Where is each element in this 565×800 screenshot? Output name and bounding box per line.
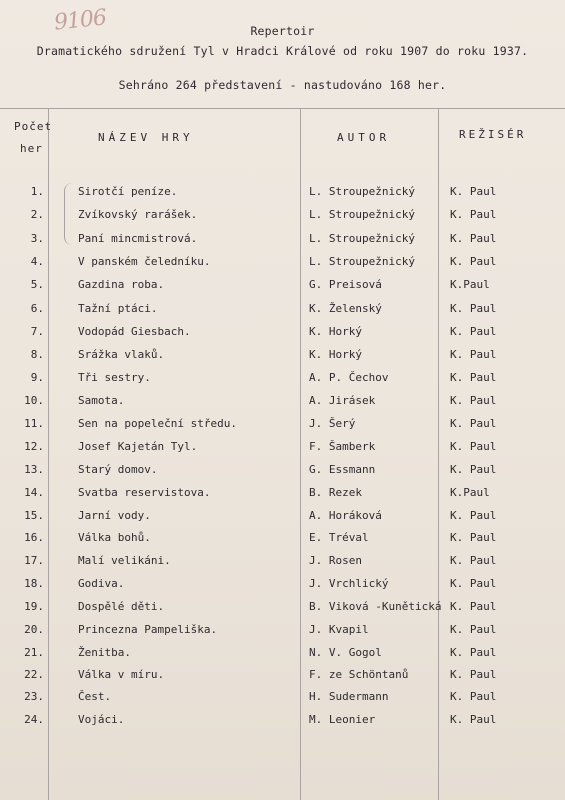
play-director: K. Paul: [450, 208, 497, 221]
play-director: K. Paul: [450, 713, 497, 726]
row-number: 6.: [30, 302, 44, 315]
play-title: Dospělé děti.: [78, 600, 165, 613]
play-author: L. Stroupežnický: [309, 232, 415, 245]
table-row: [0, 278, 565, 298]
row-number: 7.: [30, 325, 44, 338]
row-number: 24.: [24, 713, 44, 726]
play-director: K. Paul: [450, 440, 497, 453]
table-row: [0, 668, 565, 688]
table-row: [0, 623, 565, 643]
table-row: [0, 417, 565, 437]
row-number: 21.: [24, 646, 44, 659]
row-number: 9.: [30, 371, 44, 384]
play-director: K. Paul: [450, 623, 497, 636]
play-author: L. Stroupežnický: [309, 255, 415, 268]
play-author: M. Leonier: [309, 713, 376, 726]
play-author: K. Horký: [309, 348, 362, 361]
play-author: A. Horáková: [309, 509, 382, 522]
play-director: K. Paul: [450, 185, 497, 198]
play-title: Tažní ptáci.: [78, 302, 158, 315]
play-title: Jarní vody.: [78, 509, 151, 522]
column-header-author: AUTOR: [337, 131, 391, 144]
table-row: [0, 208, 565, 228]
table-row: [0, 690, 565, 710]
document-subtitle: Dramatického sdružení Tyl v Hradci Králové od roku 1907 do roku 1937.: [36, 44, 529, 58]
play-title: Princezna Pampeliška.: [78, 623, 218, 636]
play-director: K. Paul: [450, 509, 497, 522]
play-author: J. Rosen: [309, 554, 362, 567]
table-row: [0, 531, 565, 551]
table-row: [0, 348, 565, 368]
row-number: 14.: [24, 486, 44, 499]
play-director: K. Paul: [450, 690, 497, 703]
row-number: 15.: [24, 509, 44, 522]
table-row: [0, 255, 565, 275]
play-title: Ženitba.: [78, 646, 131, 659]
row-number: 10.: [24, 394, 44, 407]
table-row: [0, 394, 565, 414]
play-author: F. Šamberk: [309, 440, 376, 453]
play-title: Godiva.: [78, 577, 125, 590]
play-title: Válka v míru.: [78, 668, 165, 681]
play-author: H. Sudermann: [309, 690, 389, 703]
play-author: L. Stroupežnický: [309, 185, 415, 198]
play-director: K. Paul: [450, 325, 497, 338]
play-director: K. Paul: [450, 577, 497, 590]
play-author: E. Tréval: [309, 531, 369, 544]
column-header-director: REŽISÉR: [459, 128, 527, 141]
row-number: 13.: [24, 463, 44, 476]
table-row: [0, 646, 565, 666]
document-title: Repertoir: [250, 24, 315, 38]
play-title: Sirotčí peníze.: [78, 185, 178, 198]
column-header-count: Počet: [14, 120, 53, 133]
play-author: A. P. Čechov: [309, 371, 389, 384]
table-row: [0, 185, 565, 205]
table-row: [0, 486, 565, 506]
table-row: [0, 302, 565, 322]
play-author: L. Stroupežnický: [309, 208, 415, 221]
handwritten-archive-number: 9106: [52, 5, 108, 36]
performance-summary: Sehráno 264 představení - nastudováno 168 her.: [118, 78, 447, 92]
row-number: 17.: [24, 554, 44, 567]
play-title: Válka bohů.: [78, 531, 151, 544]
row-number: 23.: [24, 690, 44, 703]
play-title: Paní mincmistrová.: [78, 232, 198, 245]
table-row: [0, 325, 565, 345]
table-row: [0, 463, 565, 483]
play-director: K. Paul: [450, 646, 497, 659]
row-number: 19.: [24, 600, 44, 613]
play-director: K. Paul: [450, 394, 497, 407]
play-title: Josef Kajetán Tyl.: [78, 440, 198, 453]
play-director: K. Paul: [450, 554, 497, 567]
table-row: [0, 600, 565, 620]
play-director: K. Paul: [450, 302, 497, 315]
row-number: 22.: [24, 668, 44, 681]
row-number: 8.: [30, 348, 44, 361]
play-author: N. V. Gogol: [309, 646, 382, 659]
play-director: K.Paul: [450, 278, 490, 291]
play-title: Samota.: [78, 394, 125, 407]
play-author: J. Vrchlický: [309, 577, 389, 590]
row-number: 2.: [30, 208, 44, 221]
play-director: K. Paul: [450, 668, 497, 681]
play-author: A. Jirásek: [309, 394, 376, 407]
column-header-title: NÁZEV HRY: [98, 131, 194, 144]
play-author: K. Želenský: [309, 302, 382, 315]
play-title: Gazdina roba.: [78, 278, 165, 291]
play-author: F. ze Schöntanů: [309, 668, 409, 681]
play-director: K. Paul: [450, 255, 497, 268]
table-top-rule: [0, 108, 565, 109]
play-title: Svatba reservistova.: [78, 486, 211, 499]
play-author: B. Viková -Kunětická: [309, 600, 442, 613]
play-author: G. Essmann: [309, 463, 376, 476]
play-author: J. Šerý: [309, 417, 356, 430]
play-director: K. Paul: [450, 600, 497, 613]
row-number: 1.: [30, 185, 44, 198]
row-number: 18.: [24, 577, 44, 590]
play-title: Vodopád Giesbach.: [78, 325, 191, 338]
play-author: B. Rezek: [309, 486, 362, 499]
table-row: [0, 232, 565, 252]
row-number: 5.: [30, 278, 44, 291]
play-title: V panském čeledníku.: [78, 255, 211, 268]
play-title: Tři sestry.: [78, 371, 151, 384]
play-title: Malí velikáni.: [78, 554, 171, 567]
play-title: Čest.: [78, 690, 112, 703]
table-row: [0, 713, 565, 733]
row-number: 16.: [24, 531, 44, 544]
row-number: 3.: [30, 232, 44, 245]
table-row: [0, 554, 565, 574]
play-title: Vojáci.: [78, 713, 125, 726]
row-number: 20.: [24, 623, 44, 636]
row-number: 12.: [24, 440, 44, 453]
play-director: K. Paul: [450, 531, 497, 544]
play-director: K. Paul: [450, 232, 497, 245]
table-row: [0, 440, 565, 460]
play-director: K. Paul: [450, 348, 497, 361]
play-director: K. Paul: [450, 417, 497, 430]
play-author: K. Horký: [309, 325, 362, 338]
play-title: Sen na popeleční středu.: [78, 417, 237, 430]
play-director: K. Paul: [450, 463, 497, 476]
play-author: J. Kvapil: [309, 623, 369, 636]
play-title: Srážka vlaků.: [78, 348, 165, 361]
column-header-count-line2: her: [20, 142, 43, 155]
play-author: G. Preisová: [309, 278, 382, 291]
play-director: K.Paul: [450, 486, 490, 499]
table-row: [0, 509, 565, 529]
play-director: K. Paul: [450, 371, 497, 384]
play-title: Zvíkovský rarášek.: [78, 208, 198, 221]
table-row: [0, 371, 565, 391]
row-number: 4.: [30, 255, 44, 268]
play-title: Starý domov.: [78, 463, 158, 476]
row-number: 11.: [24, 417, 44, 430]
table-row: [0, 577, 565, 597]
